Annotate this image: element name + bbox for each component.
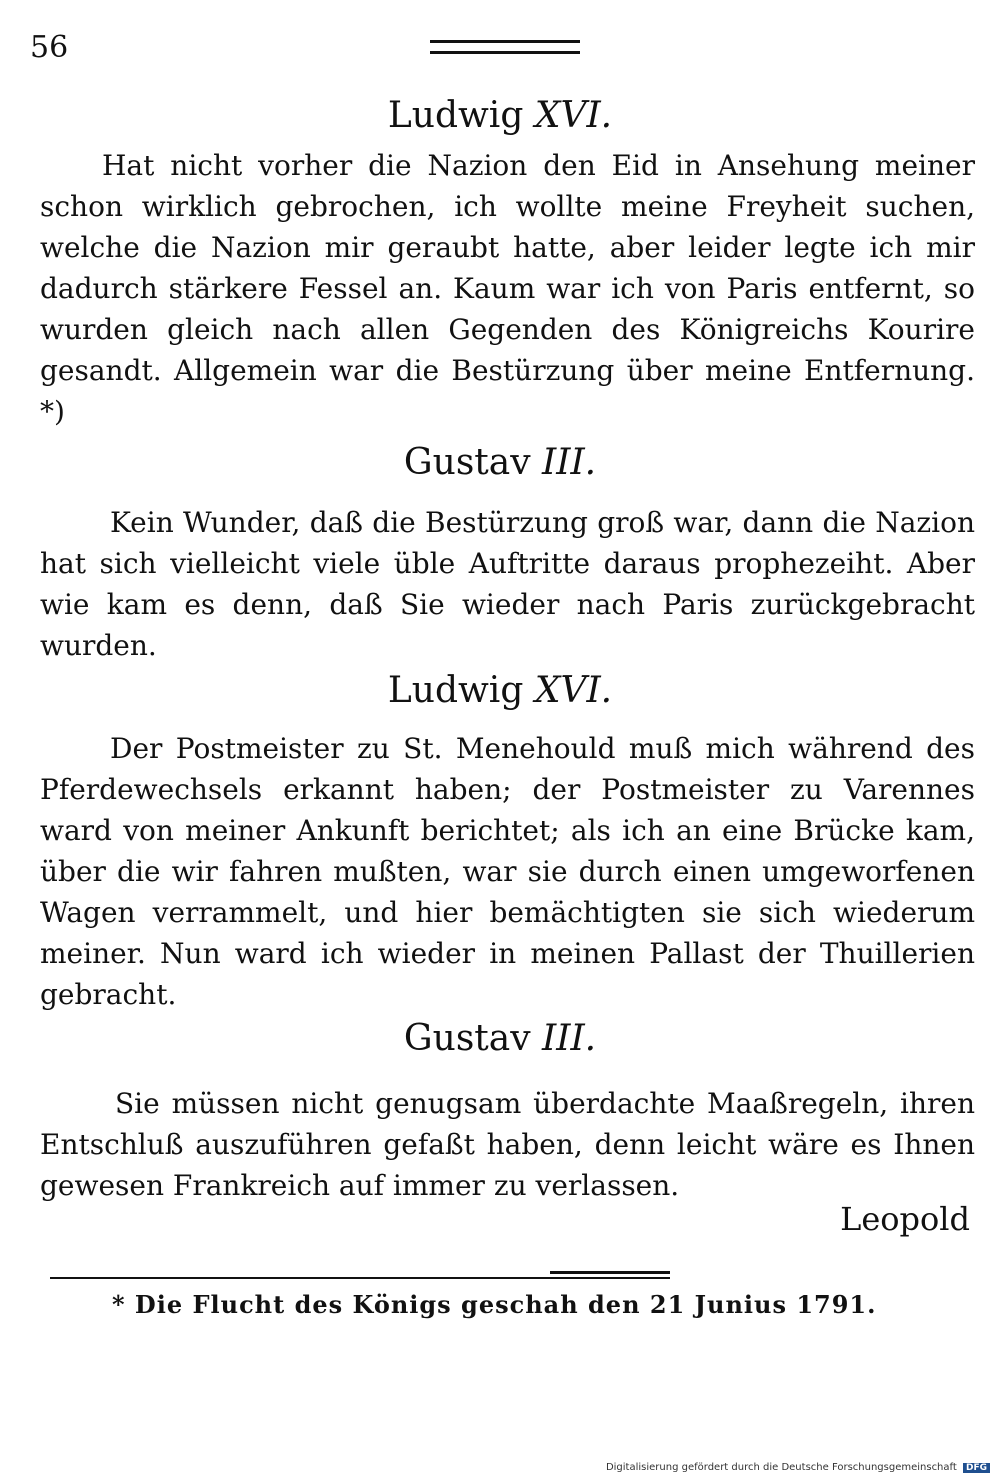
dialogue-paragraph: Kein Wunder, daß die Bestürzung groß war, dann die Nazion hat sich vielleicht viele üble Auftritte daraus prophezeiht. Aber wie kam es denn, daß Sie wieder nach Paris zurückgebracht wurden. <box>40 506 975 662</box>
speaker-heading <box>0 670 1000 711</box>
credit-text: Digitalisierung gefördert durch die Deutsche Forschungsgemeinschaft <box>605 1462 957 1473</box>
signature: Leopold <box>840 1200 970 1238</box>
footnote-rule-accent <box>550 1271 670 1274</box>
speaker-name: Ludwig <box>387 670 524 711</box>
speaker-name: Gustav <box>403 442 531 483</box>
dialogue-paragraph: Hat nicht vorher die Nazion den Eid in Ansehung meiner schon wirklich gebrochen, ich wollte meine Freyheit suchen, welche die Nazion mir geraubt hatte, aber leider legte ich mir dadurch stärkere Fessel an. Kaum war ich von Paris entfernt, so wurden gleich nach allen Gegenden des Königreichs Kourire gesandt. Allgemein war die Bestürzung über meine Entfernung. *) <box>40 149 975 428</box>
speaker-name: Ludwig <box>387 95 524 136</box>
speaker-numeral: XVI. <box>534 670 613 711</box>
speaker-numeral: III. <box>542 442 597 483</box>
page-number: 56 <box>30 30 69 65</box>
speaker-heading <box>0 95 1000 136</box>
dialogue-paragraph: Sie müssen nicht genugsam überdachte Maaßregeln, ihren Entschluß auszuführen gefaßt haben, denn leicht wäre es Ihnen gewesen Frankreich auf immer zu verlassen. <box>40 1087 975 1202</box>
digitization-credit <box>606 1462 990 1473</box>
header-rule <box>430 40 580 54</box>
dfg-logo: DFG <box>963 1463 990 1473</box>
footnote-rule <box>50 1277 670 1279</box>
speaker-heading <box>0 1018 1000 1059</box>
speaker-heading <box>0 442 1000 483</box>
speaker-name: Gustav <box>403 1018 531 1059</box>
footnote: * Die Flucht des Königs geschah den 21 Junius 1791. <box>112 1290 877 1319</box>
speaker-numeral: III. <box>542 1018 597 1059</box>
speaker-numeral: XVI. <box>534 95 613 136</box>
dialogue-paragraph: Der Postmeister zu St. Menehould muß mich während des Pferdewechsels erkannt haben; der Postmeister zu Varennes ward von meiner Ankunft berichtet; als ich an eine Brücke kam, über die wir fahren mußten, war sie durch einen umgeworfenen Wagen verrammelt, und hier bemächtigten sie sich wiederum meiner. Nun ward ich wieder in meinen Pallast der Thuillerien gebracht. <box>40 732 975 1011</box>
